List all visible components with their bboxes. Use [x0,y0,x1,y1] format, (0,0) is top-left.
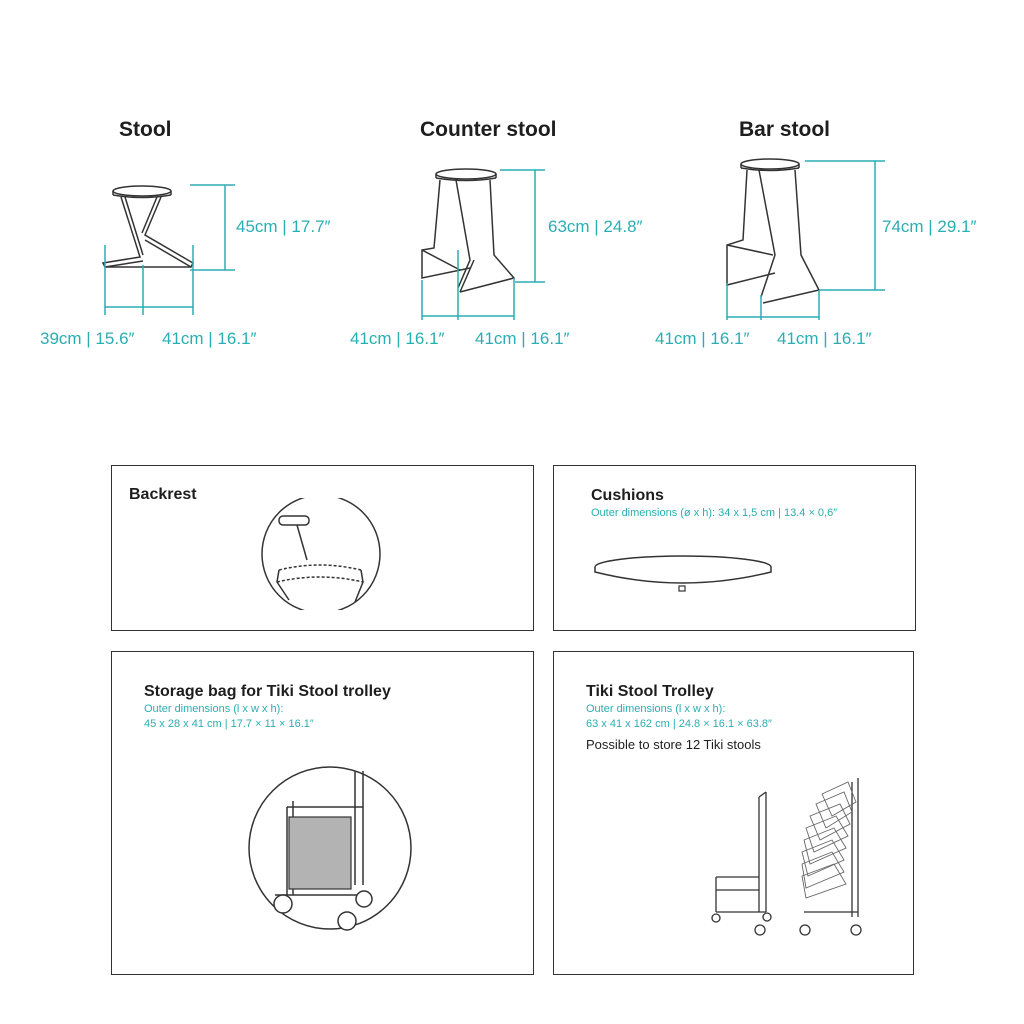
bar-stool-drawing [715,155,885,320]
trolley-title: Tiki Stool Trolley [586,683,714,700]
stool-drawing [95,175,245,320]
cushion-illustration [592,552,774,596]
counter-stool-title: Counter stool [420,118,557,141]
stool-title: Stool [119,118,172,141]
bar-stool-height: 74cm | 29.1″ [882,217,977,236]
bar-stool-depth: 41cm | 16.1″ [655,329,750,348]
backrest-card [111,465,534,631]
storage-bag-illustration [247,765,413,931]
cushions-title: Cushions [591,487,664,504]
backrest-title: Backrest [129,486,197,503]
trolley-dims: 63 x 41 x 162 cm | 24.8 × 16.1 × 63.8″ [586,718,772,730]
counter-stool-width: 41cm | 16.1″ [475,329,570,348]
trolley-dims-label: Outer dimensions (l x w x h): [586,703,726,715]
stool-depth: 39cm | 15.6″ [40,329,135,348]
stool-height: 45cm | 17.7″ [236,217,331,236]
backrest-illustration [259,498,383,610]
cushions-card [553,465,916,631]
storage-bag-title: Storage bag for Tiki Stool trolley [144,683,391,700]
trolley-card [553,651,914,975]
bar-stool-width: 41cm | 16.1″ [777,329,872,348]
storage-bag-dims: 45 x 28 x 41 cm | 17.7 × 11 × 16.1″ [144,718,314,730]
stool-width: 41cm | 16.1″ [162,329,257,348]
bar-stool-title: Bar stool [739,118,831,141]
trolley-note: Possible to store 12 Tiki stools [586,737,761,752]
counter-stool-drawing [410,160,560,320]
counter-stool-depth: 41cm | 16.1″ [350,329,445,348]
storage-bag-card [111,651,534,975]
counter-stool-height: 63cm | 24.8″ [548,217,643,236]
cushions-dims: Outer dimensions (ø x h): 34 x 1,5 cm | 13.4 × 0,6″ [591,507,838,519]
storage-bag-dims-label: Outer dimensions (l x w x h): [144,703,284,715]
trolley-illustration [704,772,874,942]
